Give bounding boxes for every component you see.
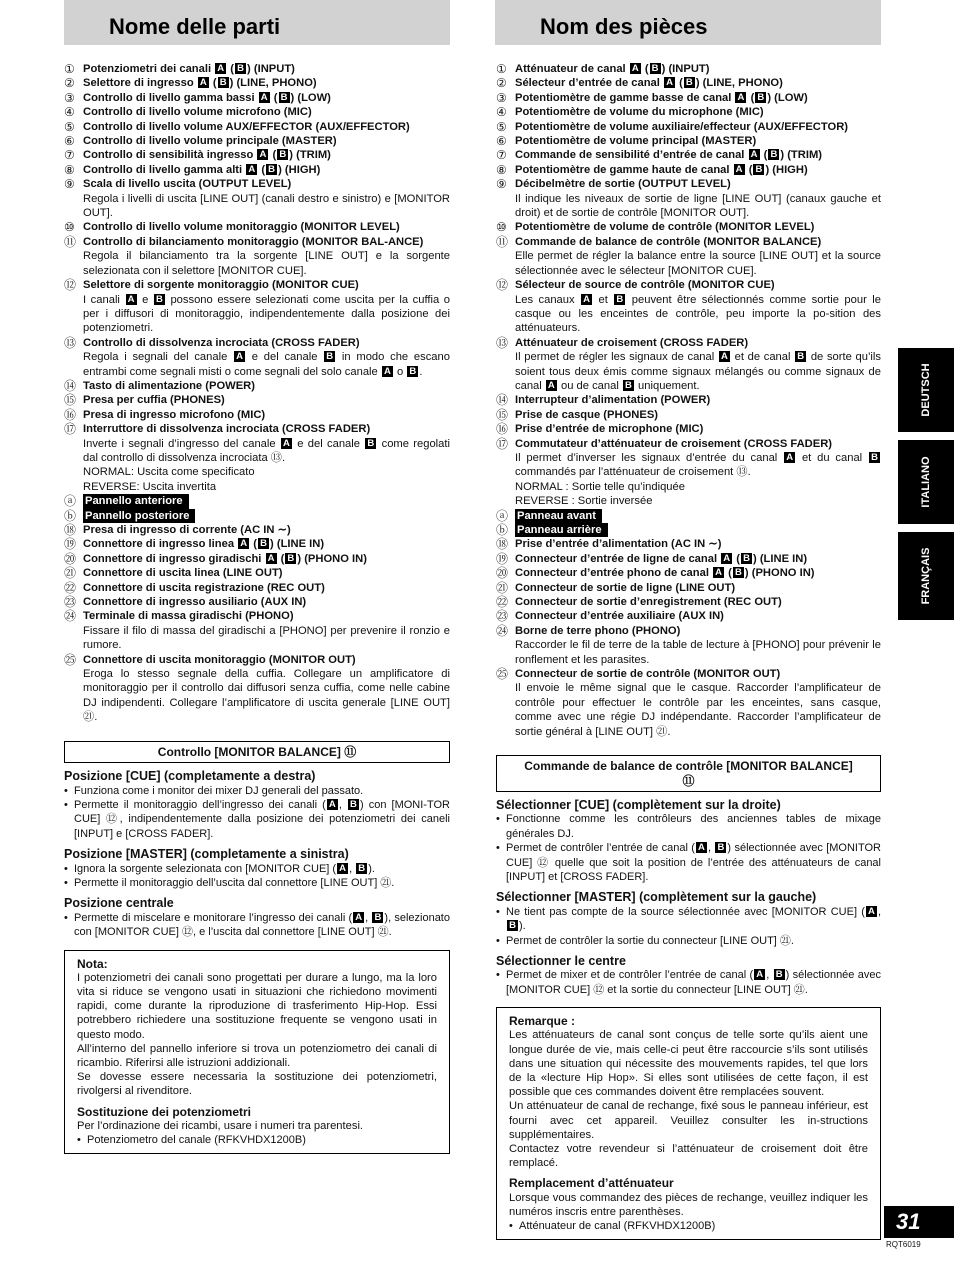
part-item: ③ Controllo di livello gamma bassi A ( B ) (LOW) [64, 90, 331, 105]
part-description: REVERSE: Uscita invertita [83, 480, 217, 493]
italian-header [64, 0, 450, 45]
channel-B-icon: B [154, 294, 165, 305]
channel-B-icon: B [795, 351, 806, 362]
part-name: Controllo di livello gamma bassi A ( B ) (LOW) [83, 91, 331, 104]
part-item: ⑯ Prise d’entrée de microphone (MIC) [496, 422, 704, 437]
channel-A-icon: A [238, 538, 249, 549]
channel-A-icon: A [198, 77, 209, 88]
part-name: Connecteur de sortie de ligne (LINE OUT) [515, 581, 736, 594]
part-item: ⑥ Potentiomètre de volume principal (MASTER) [496, 134, 757, 149]
channel-B-icon: B [650, 63, 661, 74]
french-header [495, 0, 881, 45]
note-body: Un atténuateur de canal de rechange, fixé sous le panneau inférieur, est fourni avec cet appareil. Veuillez consulter les in-structions supplémentaires. [509, 1100, 868, 1141]
part-item: ⑧ Potentiomètre de gamme haute de canal A ( B ) (HIGH) [496, 162, 808, 177]
channel-B-icon: B [372, 912, 383, 923]
channel-A-icon: A [735, 92, 746, 103]
section-bullet: • Permette di miscelare e monitorare l’ingresso dei canali ( A , B ), selezionato con [MONITOR CUE] ⑫, e l’uscita dal connettore [LINE OUT] ㉑. [64, 911, 450, 940]
note-title: Remarque : [509, 1014, 576, 1029]
section-bullet: • Funziona come i monitor dei mixer DJ generali del passato. [64, 784, 450, 798]
panel-label: ⓐ Panneau avant [496, 509, 881, 523]
part-item: ⑳ Connettore di ingresso giradischi A ( B ) (PHONO IN) [64, 551, 367, 566]
note-sub-body: Lorsque vous commandez des pièces de rechange, veuillez indiquer les numéros inscris entre parenthèses. [509, 1191, 868, 1218]
part-name: Atténuateur de canal A ( B ) (INPUT) [515, 63, 710, 75]
channel-B-icon: B [768, 149, 779, 160]
document-code: RQT6019 [886, 1240, 921, 1249]
part-item: ⑲ Connecteur d’entrée de ligne de canal A ( B ) (LINE IN) [496, 551, 808, 566]
part-description: Regola i livelli di uscita [LINE OUT] (canali destro e sinistro) e [MONITOR OUT]. [83, 192, 450, 220]
channel-B-icon: B [614, 294, 625, 305]
section-bullet: • Permet de contrôler la sortie du connecteur [LINE OUT] ㉑. [496, 934, 881, 948]
part-item: ⑲ Connettore di ingresso linea A ( B ) (LINE IN) [64, 537, 325, 552]
part-name: Presa di ingresso di corrente (AC IN ∼) [83, 524, 291, 536]
panel-label: ⓐ Pannello anteriore [64, 494, 450, 508]
note-title: Nota: [77, 956, 108, 971]
channel-A-icon: A [713, 567, 724, 578]
part-item: ② Selettore di ingresso A ( B ) (LINE, PHONO) [64, 76, 317, 91]
part-name: Prise d’entrée d’alimentation (AC IN ∼) [515, 538, 722, 551]
part-name: Connecteur d’entrée auxiliaire (AUX IN) [515, 610, 724, 623]
section-heading: Sélectionner [MASTER] (complètement sur la gauche) [496, 890, 817, 905]
panel-label: ⓑ Panneau arrière [496, 523, 881, 537]
channel-A-icon: A [215, 63, 226, 74]
note-bullet: • Potenziometro del canale (RFKVHDX1200B) [77, 1133, 437, 1147]
section-bullet: • Permet de contrôler l’entrée de canal ( A , B ) sélectionnée avec [MONITOR CUE] ⑫ quelle que soit la position de l’entrée des atténuateurs de canal [INPUT] et [CROSS FADER]. [496, 841, 881, 884]
part-description: REVERSE : Sortie inversée [515, 495, 653, 508]
part-item: ㉔ Borne de terre phono (PHONO) [496, 623, 681, 638]
part-name: Prise de casque (PHONES) [515, 408, 659, 421]
part-item: ⑬ Controllo di dissolvenza incrociata (CROSS FADER) [64, 335, 360, 350]
panel-name: Pannello posteriore [83, 509, 195, 523]
part-name: Potenziometri dei canali A ( B ) (INPUT) [83, 63, 295, 75]
tab-deutsch[interactable]: DEUTSCH [898, 348, 954, 432]
part-item: ⑦ Commande de sensibilité d’entrée de canal A ( B ) (TRIM) [496, 148, 823, 163]
part-item: ㉔ Terminale di massa giradischi (PHONO) [64, 609, 294, 624]
part-item: ⑭ Tasto di alimentazione (POWER) [64, 378, 255, 393]
channel-A-icon: A [784, 452, 795, 463]
part-name: Controllo di livello volume microfono (MIC) [83, 106, 312, 119]
channel-A-icon: A [281, 438, 292, 449]
part-item: ⑮ Prise de casque (PHONES) [496, 407, 659, 422]
section-bullet: • Permet de mixer et de contrôler l’entrée de canal ( A , B ) sélectionnée avec [MONITOR CUE] ⑫ et la sortie du connecteur [LINE OUT] ㉑. [496, 968, 881, 997]
channel-B-icon: B [285, 553, 296, 564]
channel-B-icon: B [753, 164, 764, 175]
section-bullet: • Ignora la sorgente selezionata con [MONITOR CUE] ( A , B ). [64, 862, 450, 876]
monitor-balance-frame: Commande de balance de contrôle [MONITOR BALANCE] ⑪ [496, 755, 881, 792]
part-description: Il indique les niveaux de sortie de ligne [LINE OUT] (canaux gauche et droit) et de sortie de contrôle [MONITOR OUT]. [515, 192, 881, 220]
channel-A-icon: A [721, 553, 732, 564]
part-name: Potentiomètre de gamme haute de canal A ( B ) (HIGH) [515, 163, 808, 176]
channel-B-icon: B [755, 92, 766, 103]
page-number: 31 [884, 1206, 954, 1238]
part-description: Fissare il filo di massa del giradischi a [PHONO] per prevenire il ronzio e rumore. [83, 624, 450, 652]
part-item: ① Atténuateur de canal A ( B ) (INPUT) [496, 62, 710, 76]
part-name: Connettore di ingresso giradischi A ( B ) (PHONO IN) [83, 552, 367, 565]
part-item: ⑭ Interrupteur d’alimentation (POWER) [496, 393, 711, 408]
part-description: Raccorder le fil de terre de la table de lecture à [PHONO] pour prévenir le ronflement et les parasites. [515, 639, 881, 666]
part-description: NORMAL: Uscita come specificato [83, 466, 255, 479]
panel-name: Pannello anteriore [83, 494, 189, 508]
channel-A-icon: A [630, 63, 641, 74]
channel-B-icon: B [741, 553, 752, 564]
section-heading: Sélectionner [CUE] (complètement sur la droite) [496, 797, 781, 812]
panel-label: ⓑ Pannello posteriore [64, 509, 450, 523]
french-column [496, 62, 881, 1240]
channel-A-icon: A [246, 164, 257, 175]
part-description: Il permet de régler les signaux de canal A et de canal B de sorte qu’ils soient tous deux émis comme signaux mélangés ou comme signaux de canal A ou de canal B uniquement. [515, 351, 881, 392]
channel-B-icon: B [266, 164, 277, 175]
part-item: ④ Controllo di livello volume microfono (MIC) [64, 105, 312, 120]
channel-A-icon: A [353, 912, 364, 923]
channel-A-icon: A [257, 149, 268, 160]
part-name: Commande de balance de contrôle (MONITOR BALANCE) [515, 235, 822, 248]
part-description: Regola il bilanciamento tra la sorgente [LINE OUT] e la sorgente selezionata con il selettore [MONITOR CUE]. [83, 250, 450, 277]
part-item: ⑬ Atténuateur de croisement (CROSS FADER) [496, 335, 749, 350]
tab-italiano[interactable]: ITALIANO [898, 440, 954, 524]
part-item: ⑫ Selettore di sorgente monitoraggio (MONITOR CUE) [64, 278, 359, 293]
note-sub-body: Per l’ordinazione dei ricambi, usare i numeri tra parentesi. [77, 1119, 364, 1132]
section-bullet: • Permette il monitoraggio dell’uscita dal connettore [LINE OUT] ㉑. [64, 876, 450, 890]
part-name: Commutateur d’atténuateur de croisement (CROSS FADER) [515, 437, 833, 450]
channel-A-icon: A [581, 294, 592, 305]
part-name: Connettore di ingresso ausiliario (AUX IN) [83, 596, 307, 609]
section-bullet: • Permette il monitoraggio dell’ingresso dei canali ( A , B ) con [MONI-TOR CUE] ⑫, indipendentemente dalla posizione dei potenziometri dei caneli [INPUT] e [CROSS FADER]. [64, 798, 450, 841]
part-name: Atténuateur de croisement (CROSS FADER) [515, 336, 749, 349]
note-subtitle: Sostituzione dei potenziometri [77, 1104, 252, 1119]
part-description: Elle permet de régler la balance entre la source [LINE OUT] et la source sélectionnée avec le sélecteur [MONITOR CUE]. [515, 250, 881, 277]
part-description: Inverte i segnali d’ingresso del canale A e del canale B come regolati dal controllo di dissolvenza incrociata ⑬. [83, 437, 450, 464]
monitor-balance-frame: Controllo [MONITOR BALANCE] ⑪ [64, 741, 450, 763]
section-heading: Sélectionner le centre [496, 953, 626, 968]
part-name: Presa per cuffia (PHONES) [83, 394, 225, 407]
part-name: Borne de terre phono (PHONO) [515, 624, 681, 637]
part-name: Potentiomètre de volume auxiliaire/effecteur (AUX/EFFECTOR) [515, 120, 849, 133]
part-name: Connecteur d’entrée phono de canal A ( B ) (PHONO IN) [515, 567, 815, 580]
channel-A-icon: A [546, 380, 557, 391]
part-item: ⑦ Controllo di sensibilità ingresso A ( B ) (TRIM) [64, 148, 331, 163]
part-item: ⑯ Presa di ingresso microfono (MIC) [64, 407, 266, 422]
part-name: Potentiomètre de volume principal (MASTER) [515, 135, 757, 148]
italian-title: Nome delle parti [109, 14, 281, 39]
section-heading: Posizione [MASTER] (completamente a sinistra) [64, 847, 349, 862]
channel-A-icon: A [266, 553, 277, 564]
channel-B-icon: B [324, 351, 335, 362]
part-name: Interrupteur d’alimentation (POWER) [515, 394, 711, 407]
part-description: Il envoie le même signal que le casque. Raccorder l’amplificateur de contrôle pour effectuer le contrôle par les enceintes, sans casque, comme avec une régie DJ indépendante. Raccorder l’amplificateur de sortie général à [LINE OUT] ㉑. [515, 682, 881, 738]
part-item: ⑰ Commutateur d’atténuateur de croisement (CROSS FADER) [496, 436, 833, 451]
part-description: Regola i segnali del canale A e del canale B in modo che escano entrambi come segnali misti o come segnali del solo canale A o B . [83, 351, 450, 378]
part-item: ㉓ Connecteur d’entrée auxiliaire (AUX IN) [496, 609, 724, 624]
part-name: Connettore di uscita linea (LINE OUT) [83, 567, 283, 580]
note-bullet: • Atténuateur de canal (RFKVHDX1200B) [509, 1219, 868, 1233]
note-subtitle: Remplacement d’atténuateur [509, 1176, 674, 1191]
channel-B-icon: B [218, 77, 229, 88]
part-description: Eroga lo stesso segnale della cuffia. Collegare un amplificatore di monitoraggio per il controllo dai diffusori senza cuffia, come nelle cabine DJ indipendenti. Collegare l’amplificatore di uscita generale [LINE OUT] ㉑. [83, 668, 450, 724]
part-description: I canali A e B possono essere selezionati come uscita per la cuffia o per i diffusori di monitoraggio, indipendentemente dalla posizione dei potenziometri. [83, 293, 450, 335]
part-name: Controllo di dissolvenza incrociata (CROSS FADER) [83, 336, 360, 349]
channel-A-icon: A [259, 92, 270, 103]
channel-B-icon: B [356, 863, 367, 874]
channel-B-icon: B [348, 799, 359, 810]
part-description: Il permet d’inverser les signaux d’entrée du canal A et du canal B commandés par l’atténuateur de croisement ⑬. [496, 451, 881, 480]
note-body: Les atténuateurs de canal sont conçus de telle sorte qu’ils aient une longue durée de vie, mais celle-ci peut être raccourcie s’ils sont utilisés dans une situation qui nécessite des mouvements rapides, tel que lors de la «lecture Hip Hop». Si elles sont utilisées de cette façon, il est possible que ces commandes doivent être remplacées souvent. [509, 1029, 868, 1099]
part-description: NORMAL : Sortie telle qu’indiquée [515, 480, 685, 493]
channel-A-icon: A [337, 863, 348, 874]
part-description: Les canaux A et B peuvent être sélectionnés comme sortie pour le casque ou les enceintes de contrôle, peu importe la po-sition des atténuateurs. [515, 293, 881, 335]
channel-B-icon: B [733, 567, 744, 578]
part-item: ㉑ Connettore di uscita linea (LINE OUT) [64, 566, 283, 581]
part-name: Potentiomètre de volume du microphone (MIC) [515, 106, 764, 119]
part-item: ⑱ Prise d’entrée d’alimentation (AC IN ∼) [496, 537, 722, 552]
part-item: ⑥ Controllo di livello volume principale (MASTER) [64, 134, 337, 149]
part-item: ㉓ Connettore di ingresso ausiliario (AUX IN) [64, 595, 307, 610]
part-item: ⑫ Sélecteur de source de contrôle (MONITOR CUE) [496, 278, 775, 293]
channel-A-icon: A [754, 969, 765, 980]
part-name: Potentiomètre de volume de contrôle (MONITOR LEVEL) [515, 221, 815, 234]
channel-B-icon: B [235, 63, 246, 74]
french-title: Nom des pièces [540, 14, 708, 39]
part-name: Terminale di massa giradischi (PHONO) [83, 610, 294, 623]
part-name: Connettore di uscita monitoraggio (MONITOR OUT) [83, 653, 356, 666]
note-body: Se dovesse essere necessaria la sostituzione dei potenziometri, rivolgersi al rivenditore. [77, 1071, 437, 1098]
part-item: ⑩ Controllo di livello volume monitoraggio (MONITOR LEVEL) [64, 220, 400, 235]
part-item: ⑳ Connecteur d’entrée phono de canal A ( B ) (PHONO IN) [496, 566, 815, 581]
part-name: Controllo di livello gamma alti A ( B ) (HIGH) [83, 163, 321, 176]
part-item: ⑩ Potentiomètre de volume de contrôle (MONITOR LEVEL) [496, 220, 815, 235]
part-name: Selettore di sorgente monitoraggio (MONITOR CUE) [83, 279, 359, 292]
part-name: Connettore di ingresso linea A ( B ) (LINE IN) [83, 538, 325, 551]
part-name: Sélecteur de source de contrôle (MONITOR CUE) [515, 279, 775, 292]
part-item: ⑨ Décibelmètre de sortie (OUTPUT LEVEL) [496, 177, 731, 192]
part-item: ㉒ Connettore di uscita registrazione (REC OUT) [64, 580, 325, 595]
section-bullet: • Ne tient pas compte de la source sélectionnée avec [MONITOR CUE] ( A , B ). [496, 905, 881, 934]
channel-B-icon: B [507, 920, 518, 931]
note-body: I potenziometri dei canali sono progettati per durare a lungo, ma la loro vita si riduce se vengono usati in situazioni che richiedono movimenti rapidi, come durante la riproduzione di trasferimento Hip-Hop. Essi potrebbero richiedere una sostituzione frequente se vengono usati in questo modo. [77, 971, 437, 1041]
note-box [496, 1007, 881, 1240]
part-item: ㉒ Connecteur de sortie d’enregistrement (REC OUT) [496, 595, 782, 610]
channel-B-icon: B [277, 149, 288, 160]
part-item: ③ Potentiomètre de gamme basse de canal A ( B ) (LOW) [496, 90, 808, 105]
channel-A-icon: A [234, 351, 245, 362]
part-item: ⑪ Commande de balance de contrôle (MONITOR BALANCE) [496, 234, 822, 249]
channel-A-icon: A [734, 164, 745, 175]
part-name: Controllo di livello volume principale (MASTER) [83, 135, 337, 148]
part-item: ㉕ Connettore di uscita monitoraggio (MONITOR OUT) [64, 652, 356, 667]
channel-B-icon: B [407, 366, 418, 377]
channel-B-icon: B [279, 92, 290, 103]
channel-A-icon: A [866, 906, 877, 917]
part-item: ② Sélecteur d’entrée de canal A ( B ) (LINE, PHONO) [496, 76, 783, 91]
part-item: ⑮ Presa per cuffia (PHONES) [64, 393, 225, 408]
part-name: Connettore di uscita registrazione (REC OUT) [83, 581, 325, 594]
part-name: Connecteur de sortie de contrôle (MONITOR OUT) [515, 668, 781, 681]
channel-A-icon: A [382, 366, 393, 377]
section-heading: Posizione centrale [64, 896, 174, 911]
part-item: ⑰ Interruttore di dissolvenza incrociata (CROSS FADER) [64, 422, 371, 437]
channel-B-icon: B [258, 538, 269, 549]
part-name: Connecteur de sortie d’enregistrement (REC OUT) [515, 596, 782, 609]
note-body: Contactez votre revendeur si l’atténuateur de croisement doit être remplacé. [509, 1143, 868, 1170]
note-box [64, 950, 450, 1155]
part-item: ⑤ Controllo di livello volume AUX/EFFECTOR (AUX/EFFECTOR) [64, 119, 410, 134]
channel-B-icon: B [684, 77, 695, 88]
part-name: Controllo di bilanciamento monitoraggio (MONITOR BAL-ANCE) [83, 235, 424, 248]
part-name: Commande de sensibilité d’entrée de canal A ( B ) (TRIM) [515, 149, 823, 162]
channel-B-icon: B [715, 842, 726, 853]
italian-column [64, 62, 450, 1154]
channel-B-icon: B [365, 438, 376, 449]
part-item: ① Potenziometri dei canali A ( B ) (INPUT) [64, 62, 295, 76]
part-item: ㉕ Connecteur de sortie de contrôle (MONITOR OUT) [496, 667, 781, 682]
panel-name: Panneau arrière [515, 523, 608, 537]
section-heading: Posizione [CUE] (completamente a destra) [64, 769, 316, 784]
part-name: Sélecteur d’entrée de canal A ( B ) (LINE, PHONO) [515, 77, 783, 90]
channel-A-icon: A [126, 294, 137, 305]
part-name: Prise d’entrée de microphone (MIC) [515, 423, 704, 436]
part-item: ④ Potentiomètre de volume du microphone (MIC) [496, 105, 764, 120]
part-name: Controllo di sensibilità ingresso A ( B ) (TRIM) [83, 149, 331, 162]
channel-B-icon: B [623, 380, 634, 391]
channel-A-icon: A [719, 351, 730, 362]
channel-B-icon: B [869, 452, 880, 463]
note-body: All’interno del pannello inferiore si trova un potenziometro dei canali di ricambio. Riferirsi alle istruzioni addizionali. [77, 1042, 437, 1069]
part-item: ㉑ Connecteur de sortie de ligne (LINE OUT) [496, 580, 736, 595]
section-bullet: • Fonctionne comme les contrôleurs des anciennes tables de mixage générales DJ. [496, 812, 881, 841]
part-item: ⑧ Controllo di livello gamma alti A ( B ) (HIGH) [64, 162, 321, 177]
channel-A-icon: A [696, 842, 707, 853]
part-name: Connecteur d’entrée de ligne de canal A ( B ) (LINE IN) [515, 552, 808, 565]
channel-A-icon: A [664, 77, 675, 88]
part-name: Presa di ingresso microfono (MIC) [83, 408, 266, 421]
part-item: ⑤ Potentiomètre de volume auxiliaire/effecteur (AUX/EFFECTOR) [496, 119, 849, 134]
part-name: Scala di livello uscita (OUTPUT LEVEL) [83, 178, 292, 191]
tab-francais[interactable]: FRANÇAIS [898, 532, 954, 620]
channel-A-icon: A [327, 799, 338, 810]
part-name: Controllo di livello volume monitoraggio (MONITOR LEVEL) [83, 221, 400, 234]
channel-A-icon: A [749, 149, 760, 160]
part-name: Interruttore di dissolvenza incrociata (CROSS FADER) [83, 423, 371, 436]
part-item: ⑨ Scala di livello uscita (OUTPUT LEVEL) [64, 177, 292, 192]
part-item: ⑱ Presa di ingresso di corrente (AC IN ∼) [64, 523, 291, 537]
part-name: Potentiomètre de gamme basse de canal A ( B ) (LOW) [515, 91, 808, 104]
part-item: ⑪ Controllo di bilanciamento monitoraggio (MONITOR BAL-ANCE) [64, 234, 424, 249]
part-name: Décibelmètre de sortie (OUTPUT LEVEL) [515, 178, 731, 191]
part-name: Controllo di livello volume AUX/EFFECTOR (AUX/EFFECTOR) [83, 120, 410, 133]
part-name: Tasto di alimentazione (POWER) [83, 379, 255, 392]
channel-B-icon: B [774, 969, 785, 980]
part-name: Selettore di ingresso A ( B ) (LINE, PHONO) [83, 77, 317, 90]
panel-name: Panneau avant [515, 509, 602, 523]
